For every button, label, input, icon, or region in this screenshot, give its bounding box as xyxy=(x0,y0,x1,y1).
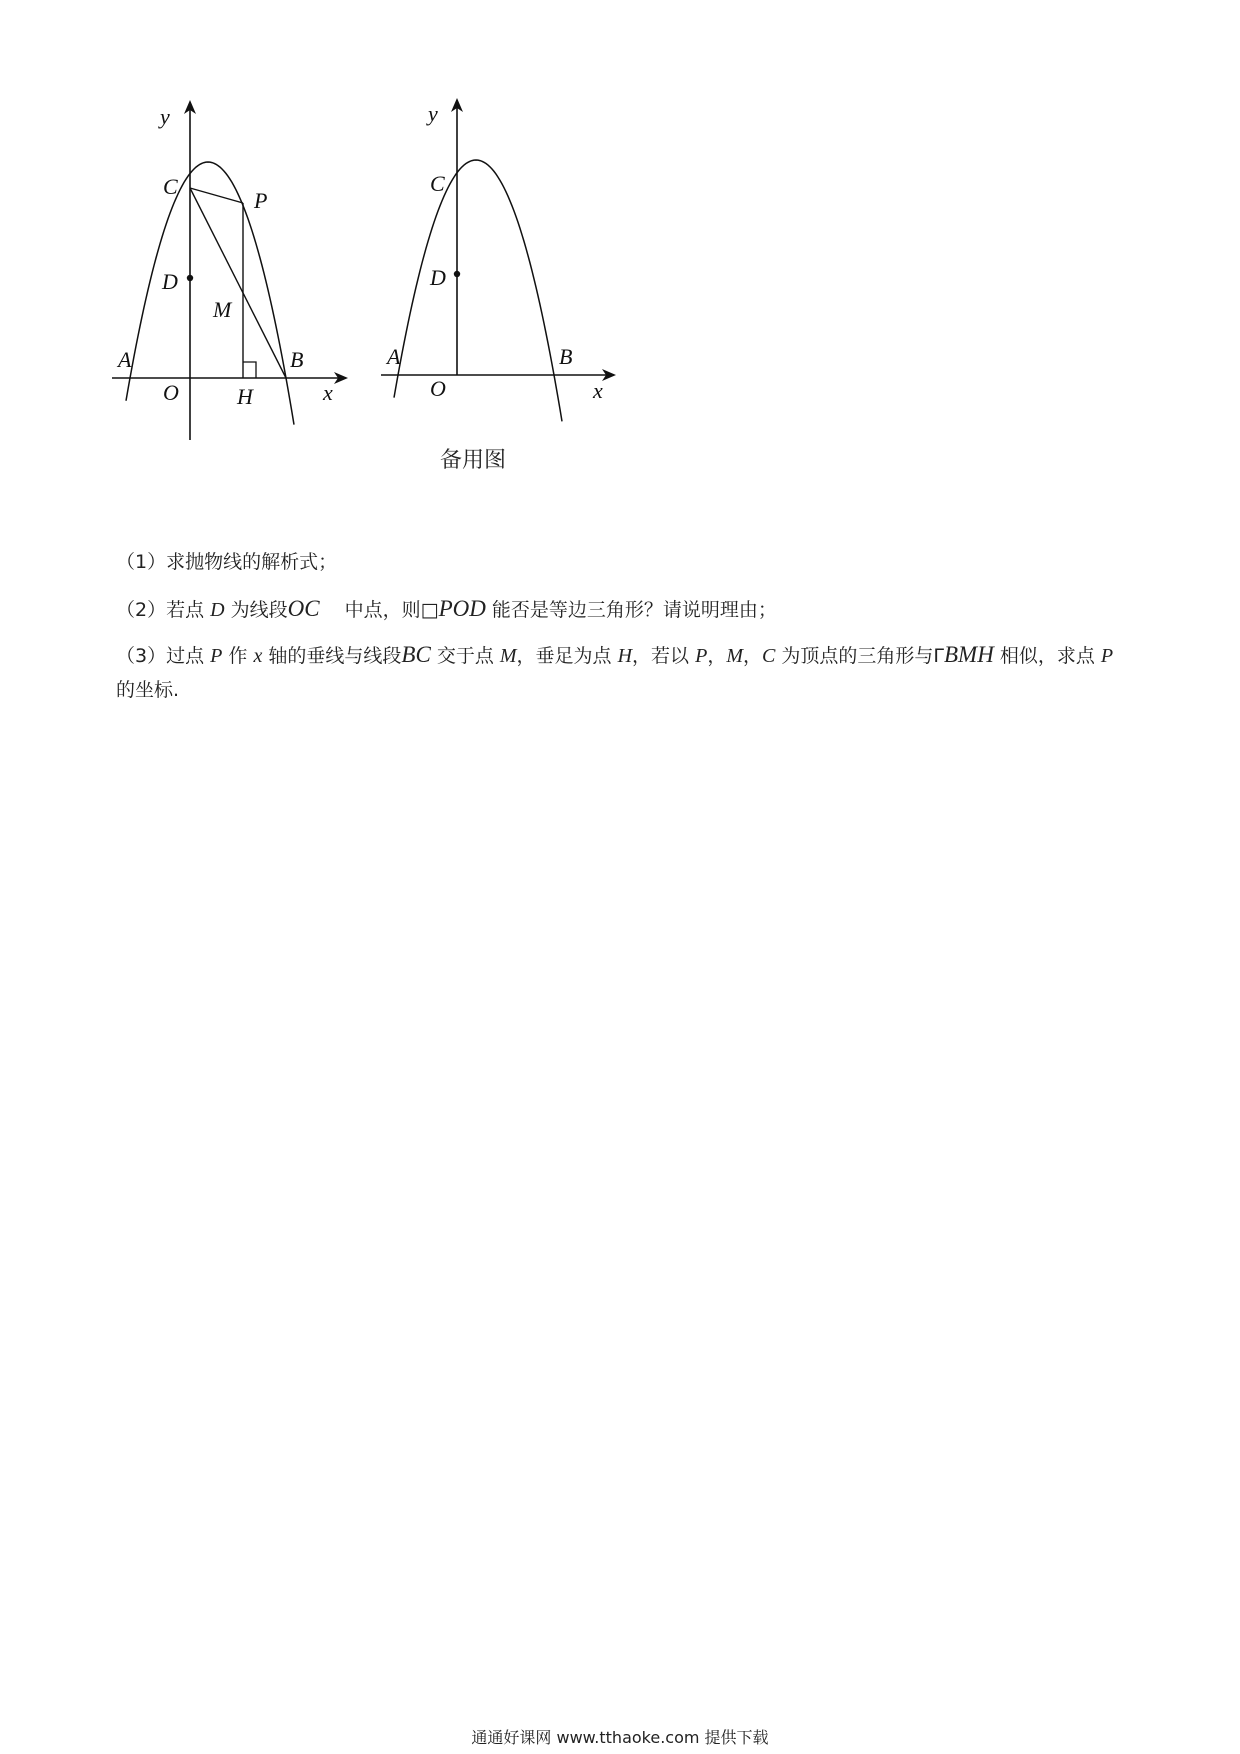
q3-var-m2: M xyxy=(726,645,743,667)
q2-var-pod: POD xyxy=(438,596,486,621)
q3-var-bc: BC xyxy=(401,642,431,667)
fig1-parabola xyxy=(126,162,294,425)
fig1-label-x: x xyxy=(323,380,333,405)
fig1-label-b: B xyxy=(290,347,304,372)
q3-var-bmh: BMH xyxy=(944,642,994,667)
q3-var-c: C xyxy=(762,645,776,667)
q1-text: （1）求抛物线的解析式； xyxy=(116,551,338,573)
q2-pre: （2）若点 xyxy=(116,599,211,621)
question-2 xyxy=(116,592,1136,627)
q2-mid1: 为线段 xyxy=(224,599,288,621)
q2-var-d: D xyxy=(210,599,225,621)
question-1 xyxy=(116,545,1136,579)
q2-mid2: 中点，则□ xyxy=(319,599,439,621)
q3-var-m: M xyxy=(499,645,517,667)
fig2-label-b: B xyxy=(559,344,573,369)
q3-var-p3: P xyxy=(1100,645,1114,667)
q2-post: 能否是等边三角形？请说明理由； xyxy=(485,599,777,621)
fig1-label-c: C xyxy=(163,174,178,199)
fig1-point-d xyxy=(187,275,193,281)
fig2-label-a: A xyxy=(387,344,401,369)
q3-pre: （3）过点 xyxy=(116,645,211,667)
q3-t2: 轴的垂线与线段 xyxy=(262,645,402,667)
q3-var-p: P xyxy=(210,645,223,667)
fig1-label-h: H xyxy=(237,384,253,409)
fig2-label-y: y xyxy=(428,101,438,126)
q3-t10: 的坐标. xyxy=(116,679,180,701)
figures-area xyxy=(0,0,1240,520)
figure-2 xyxy=(381,98,616,473)
fig2-label-x: x xyxy=(593,378,603,403)
q3-var-x: x xyxy=(253,645,263,667)
fig1-label-d: D xyxy=(162,269,178,294)
q3-var-p2: P xyxy=(695,645,708,667)
q3-t4: ，垂足为点 xyxy=(516,645,618,667)
fig2-label-d: D xyxy=(430,265,446,290)
question-3 xyxy=(116,638,1136,707)
fig1-segment-cb xyxy=(190,188,286,378)
fig1-label-a: A xyxy=(118,347,132,372)
figure-1 xyxy=(112,100,348,440)
fig1-label-y: y xyxy=(160,104,170,129)
q3-t8: 为顶点的三角形与Γ xyxy=(775,645,944,667)
q3-t1: 作 xyxy=(222,645,254,667)
fig2-point-d xyxy=(454,271,460,277)
q2-var-oc: OC xyxy=(287,596,320,621)
q3-t6: ， xyxy=(707,645,727,667)
page-footer: 通通好课网 www.tthaoke.com 提供下载 xyxy=(471,1728,769,1747)
fig2-label-o: O xyxy=(430,376,446,401)
fig2-parabola xyxy=(394,160,562,421)
fig2-caption: 备用图 xyxy=(440,448,507,473)
fig1-label-p: P xyxy=(254,188,268,213)
fig1-label-m: M xyxy=(213,297,232,322)
q3-t7: ， xyxy=(743,645,763,667)
q3-t3: 交于点 xyxy=(430,645,500,667)
fig1-right-angle-mark xyxy=(243,362,256,378)
q3-var-h: H xyxy=(617,645,633,667)
q3-t9: 相似，求点 xyxy=(993,645,1101,667)
fig1-label-o: O xyxy=(163,380,179,405)
fig2-label-c: C xyxy=(430,171,445,196)
q3-t5: ，若以 xyxy=(632,645,696,667)
fig1-segment-cp xyxy=(190,188,243,203)
